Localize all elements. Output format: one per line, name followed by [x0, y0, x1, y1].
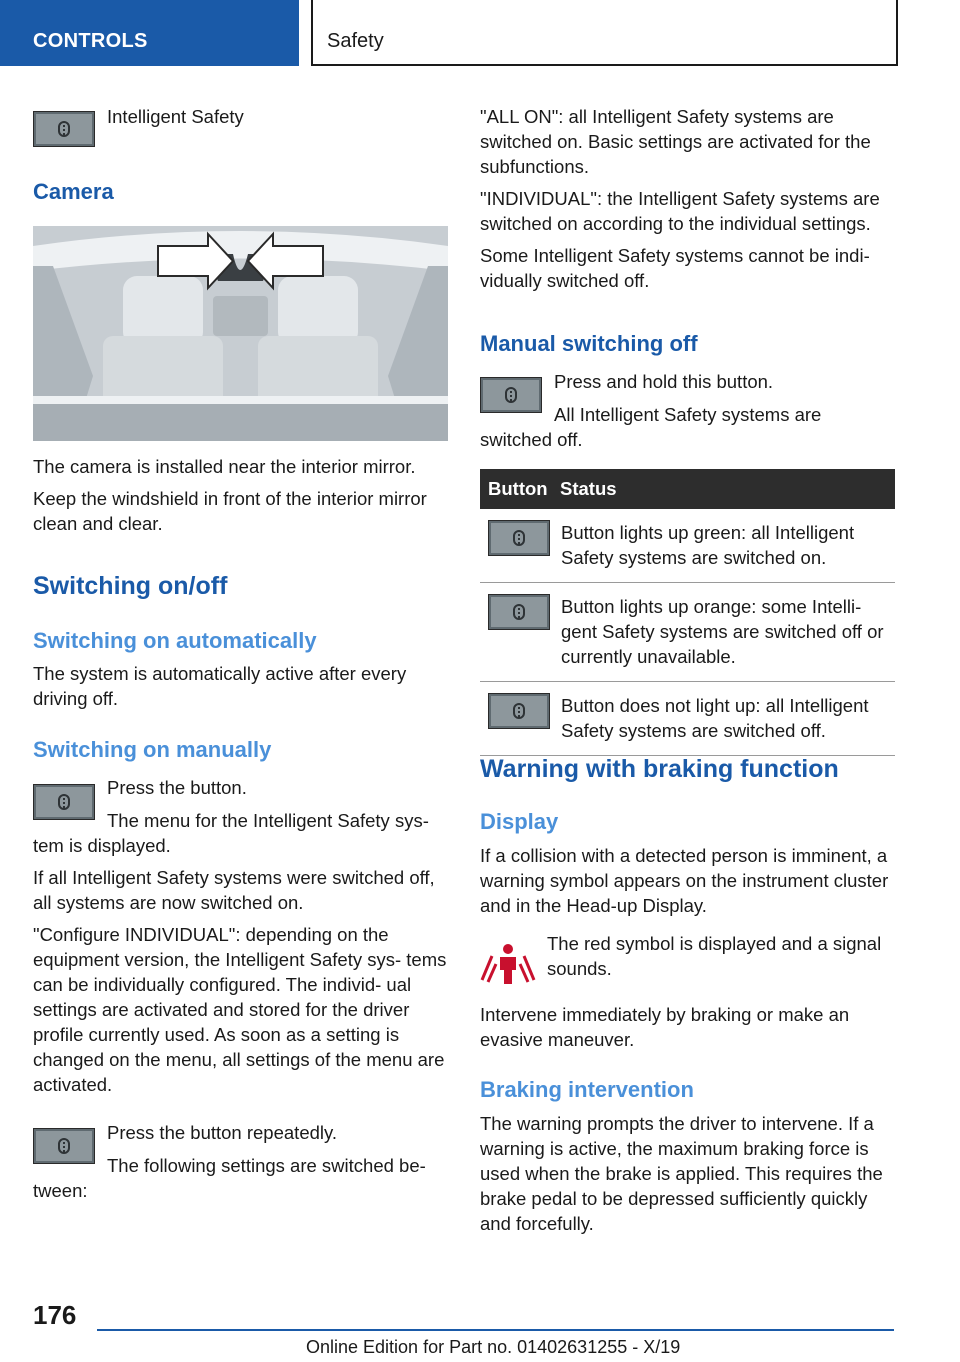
chapter-tab [0, 0, 299, 66]
intelligent-safety-button-icon [488, 520, 550, 556]
pedestrian-warning-icon [480, 940, 536, 986]
car-interior-illustration [33, 226, 448, 441]
repeat-follow-text: The following settings are switched be‐ tween: [33, 1155, 426, 1201]
table-row [480, 682, 895, 756]
hold-text: Press and hold this button. [554, 371, 774, 392]
manual-heading: Switching on manually [33, 737, 272, 762]
page-number: 176 [33, 1300, 77, 1330]
camera-photo [33, 226, 448, 441]
camera-text-1: The camera is installed near the interior mirror. [33, 456, 416, 477]
table-row [480, 583, 895, 682]
intelligent-safety-button-icon [488, 693, 550, 729]
intervene-text: Intervene immediately by braking or make an evasive maneuver. [480, 1004, 850, 1050]
table-row [480, 509, 895, 583]
repeat-press-text: Press the button repeatedly. [107, 1122, 338, 1143]
status-table [480, 469, 895, 756]
manual-text-2: If all Intelligent Safety systems were switched off, all systems are now switched on. [33, 867, 435, 913]
edition-text: Online Edition for Part no. 01402631255 - X/19 [306, 1337, 681, 1357]
all-on-text: "ALL ON": all Intelligent Safety systems are switched on. Basic settings are activated for the subfunctions. [480, 106, 871, 177]
chapter-title: CONTROLS [33, 30, 148, 52]
braking-text: The warning prompts the driver to intervene. If a warning is active, the maximum braking force is used when the brake is applied. This requires the brake pedal to be depressed sufficiently quickly and forcefully. [480, 1113, 883, 1234]
footer-divider [97, 1329, 894, 1331]
braking-heading: Braking intervention [480, 1077, 694, 1102]
intelligent-safety-button-icon [33, 111, 95, 147]
all-off-text: All Intelligent Safety systems are switched off. [480, 404, 822, 450]
switching-heading: Switching on/off [33, 572, 228, 600]
table-header-status: Status [552, 469, 895, 509]
status-text: Button lights up green: all Intelligent Safety systems are switched on. [552, 509, 895, 583]
auto-text: The system is automatically active after every driving off. [33, 663, 407, 709]
red-symbol-text: The red symbol is displayed and a signal sounds. [547, 933, 882, 979]
warning-heading: Warning with braking function [480, 755, 839, 783]
icon-label: Intelligent Safety [107, 106, 244, 127]
display-heading: Display [480, 809, 559, 834]
table-header-button: Button [480, 469, 552, 509]
section-title: Safety [327, 30, 384, 52]
status-text: Button lights up orange: some Intelli‐ gent Safety systems are switched off or currently unavailable. [552, 583, 895, 682]
some-text: Some Intelligent Safety systems cannot be indi‐ vidually switched off. [480, 245, 870, 291]
display-text: If a collision with a detected person is imminent, a warning symbol appears on the instrument cluster and in the Head-up Display. [480, 845, 889, 916]
camera-heading: Camera [33, 179, 114, 204]
intelligent-safety-button-icon [488, 594, 550, 630]
manual-menu-text: The menu for the Intelligent Safety sys‐ tem is displayed. [33, 810, 429, 856]
camera-text-2: Keep the windshield in front of the interior mirror clean and clear. [33, 488, 427, 534]
manual-press-text: Press the button. [107, 777, 247, 798]
individual-text: "INDIVIDUAL": the Intelligent Safety systems are switched on according to the individual settings. [480, 188, 880, 234]
manual-off-heading: Manual switching off [480, 331, 698, 356]
section-header [311, 0, 898, 66]
auto-heading: Switching on automatically [33, 628, 317, 653]
manual-text-3: "Configure INDIVIDUAL": depending on the equipment version, the Intelligent Safety sys‐ tems can be individually configured. The individ‐ ual settings are activated and stored for the driver profile currently used. As soon as a setting is changed on the menu, all settings of the menu are activated. [33, 924, 447, 1095]
status-text: Button does not light up: all Intelligent Safety systems are switched off. [552, 682, 895, 756]
